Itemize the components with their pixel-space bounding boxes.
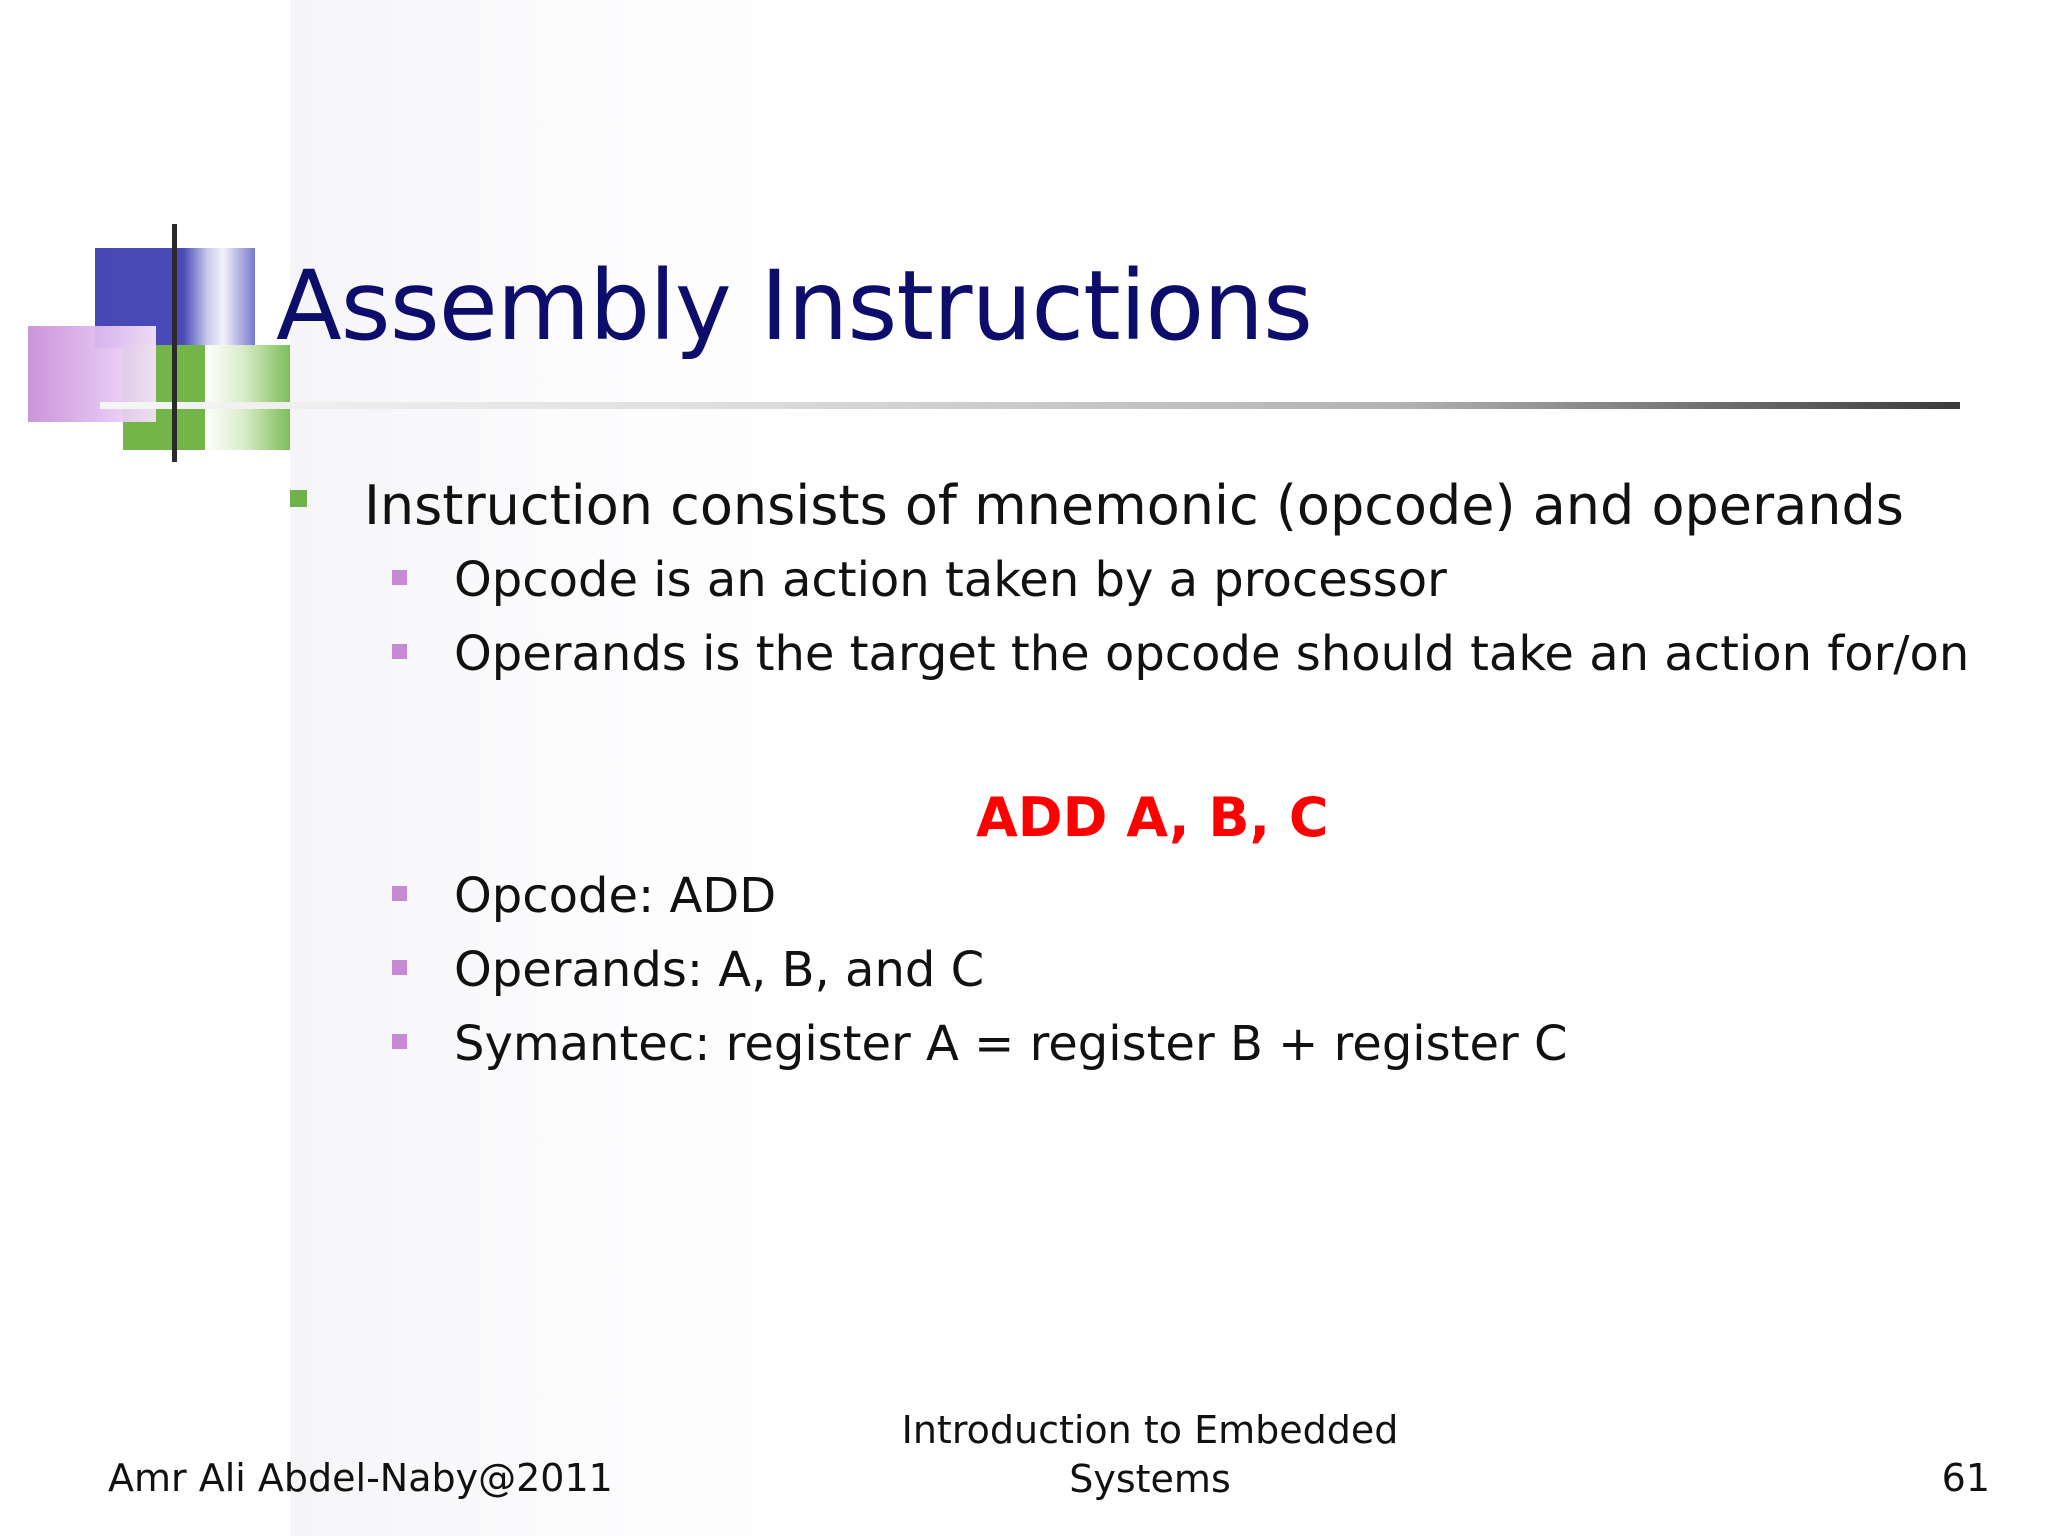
decor-vertical-line <box>172 224 177 462</box>
slide-title: Assembly Instructions <box>276 250 1313 362</box>
footer-author: Amr Ali Abdel-Naby@2011 <box>108 1456 613 1500</box>
sub-bullet-text: Operands: A, B, and C <box>454 942 985 998</box>
purple-square-bullet-icon <box>392 886 407 901</box>
purple-square-bullet-icon <box>392 570 407 585</box>
green-square-bullet-icon <box>290 490 307 507</box>
title-underline-rule <box>100 402 1960 409</box>
example-instruction: ADD A, B, C <box>976 786 1329 849</box>
sub-bullet-text: Opcode is an action taken by a processor <box>454 552 1447 608</box>
main-bullet-text: Instruction consists of mnemonic (opcode) and operands <box>364 474 1904 537</box>
footer-course-line: Introduction to Embedded <box>901 1408 1399 1452</box>
purple-square-bullet-icon <box>392 1034 407 1049</box>
purple-square-bullet-icon <box>392 644 407 659</box>
sub-bullet-text: Operands is the target the opcode should take an action for/on <box>454 626 1970 682</box>
purple-square-bullet-icon <box>392 960 407 975</box>
sub-bullet-text: Opcode: ADD <box>454 868 777 924</box>
page-number: 61 <box>1941 1456 1990 1500</box>
sub-bullet-text: Symantec: register A = register B + register C <box>454 1016 1568 1072</box>
footer-course-line: Systems <box>1069 1457 1231 1501</box>
footer-course-title <box>860 1406 1440 1504</box>
content-background <box>290 0 2048 1536</box>
